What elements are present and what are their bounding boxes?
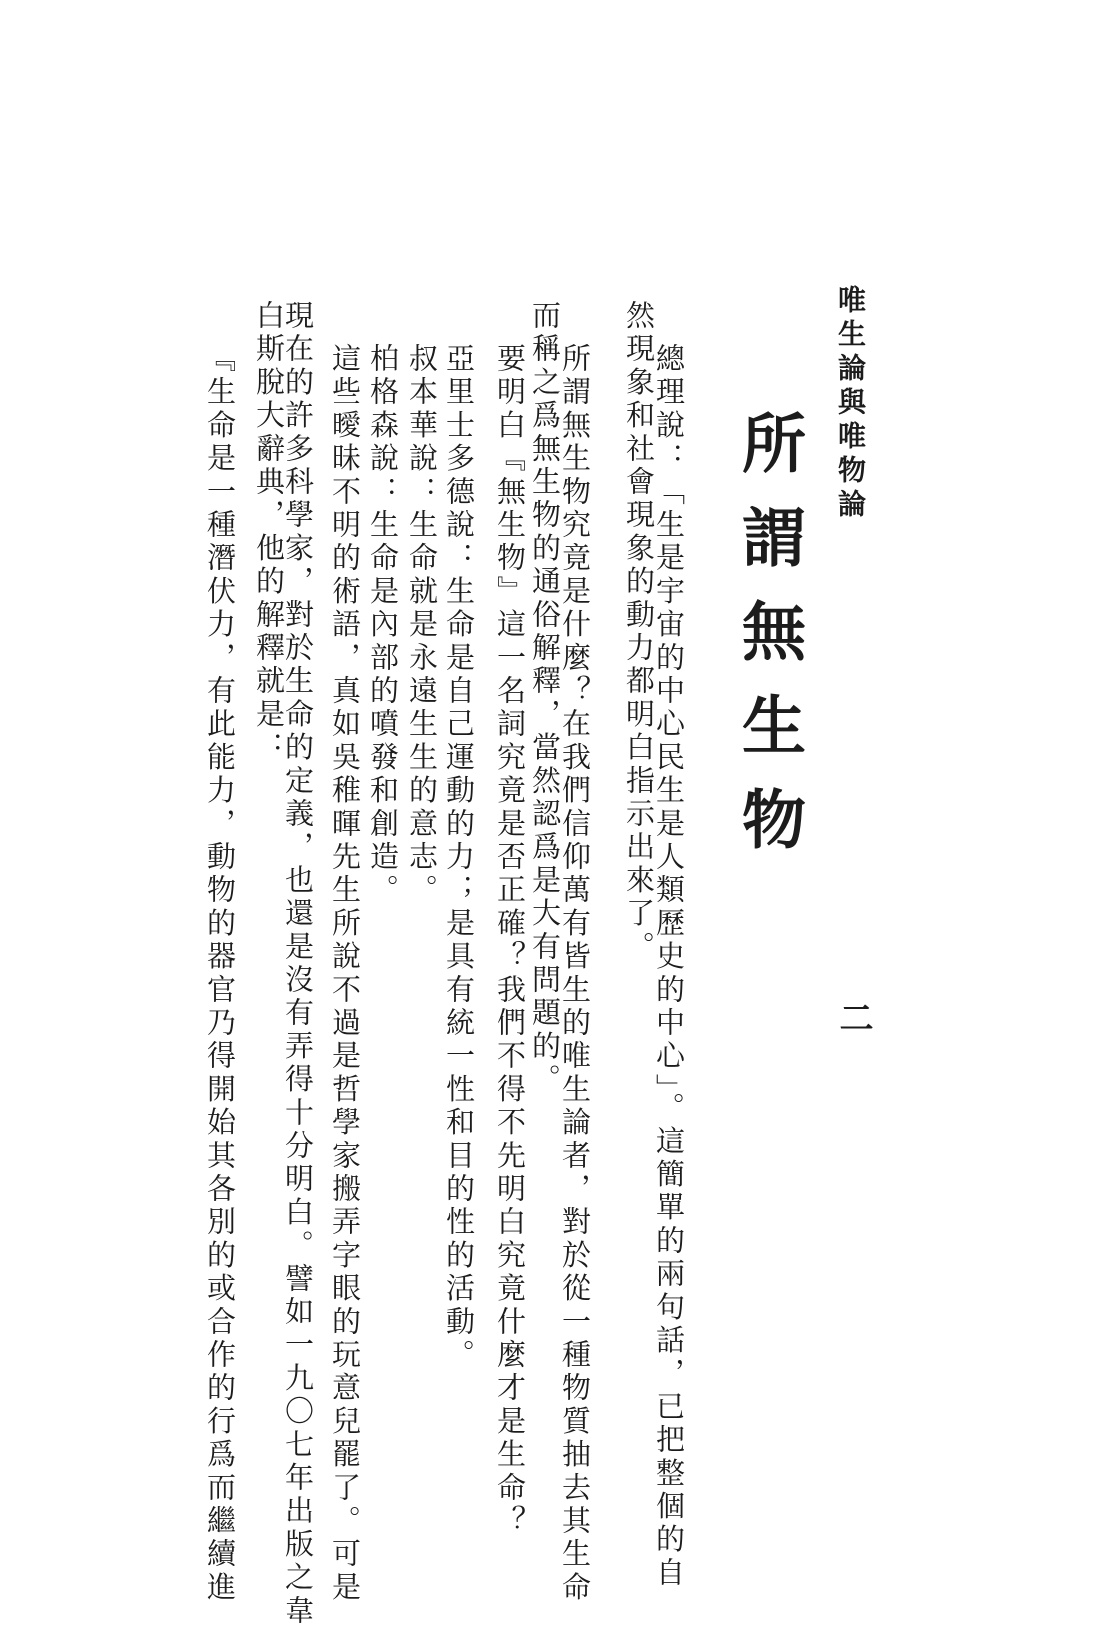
text-line-3: 所謂無生物究竟是什麼？在我們信仰萬有皆生的唯生論者，對於從一種物質抽去其生命 <box>558 343 592 1605</box>
text-line-1: 總理說：「生是宇宙的中心民生是人類歷史的中心」。這簡單的兩句話，已把整個的自 <box>652 343 686 1591</box>
text-line-8: 柏格森說：生命是內部的噴發和創造。 <box>366 343 400 908</box>
text-line-12: 『生命是一種潛伏力，有此能力，動物的器官乃得開始其各別的或合作的行爲而繼續進 <box>203 343 237 1605</box>
text-line-5: 要明白『無生物』這一名詞究竟是否正確？我們不得不先明白究竟什麼才是生命？ <box>493 343 527 1539</box>
text-line-6: 亞里士多德說：生命是自己運動的力；是具有統一性和目的性的活動。 <box>442 343 476 1373</box>
text-line-2: 然現象和社會現象的動力都明白指示出來了。 <box>622 300 656 964</box>
text-line-9: 這些曖昧不明的術語，真如吳稚暉先生所說不過是哲學家搬弄字眼的玩意兒罷了。可是 <box>328 343 362 1605</box>
page-number: 二 <box>833 1000 873 1034</box>
running-header: 唯生論與唯物論 <box>834 285 867 523</box>
section-title: 所謂無生物 <box>731 410 805 880</box>
text-line-10: 現在的許多科學家，對於生命的定義，也還是沒有弄得十分明白。譬如一九〇七年出版之韋 <box>281 300 315 1628</box>
text-line-4: 而稱之爲無生物的通俗解釋，當然認爲是大有問題的。 <box>528 300 562 1097</box>
text-line-7: 叔本華說：生命就是永遠生生的意志。 <box>405 343 439 908</box>
text-line-11: 白斯脫大辭典，他的解釋就是： <box>252 300 286 765</box>
